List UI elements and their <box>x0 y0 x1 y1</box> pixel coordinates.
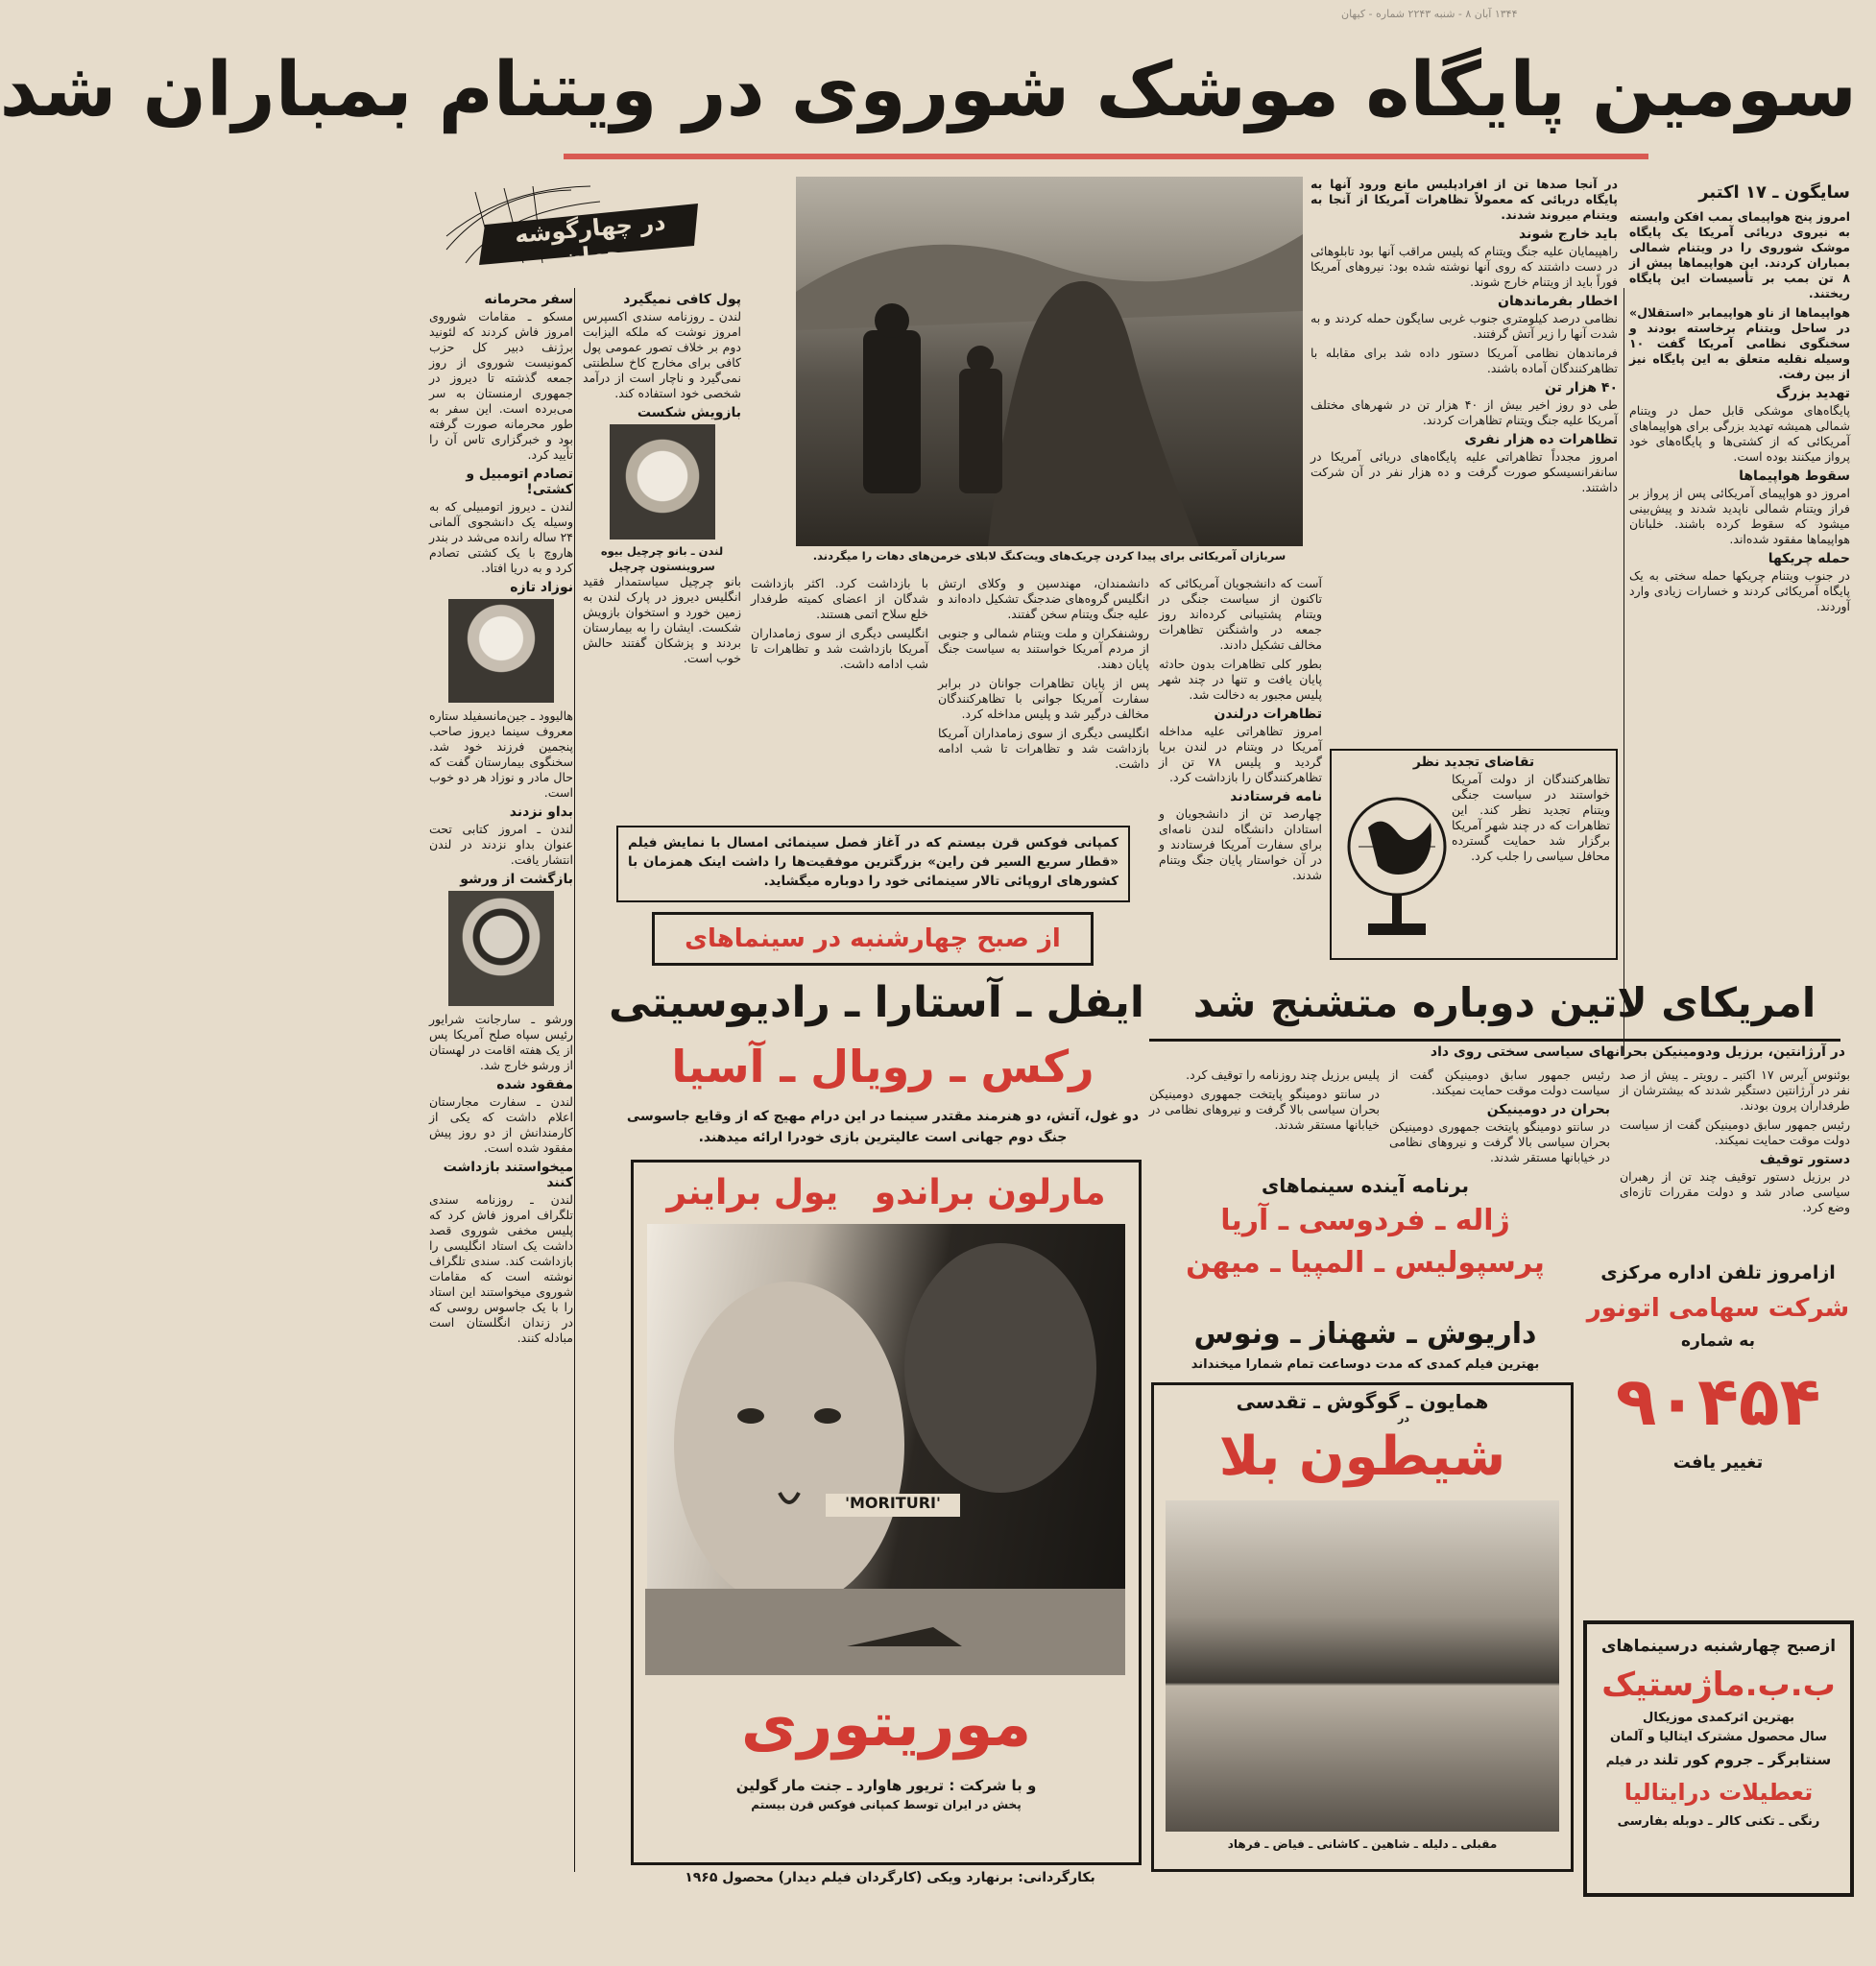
globe-icon <box>1339 779 1455 952</box>
info-box-body: تظاهرکنندگان از دولت آمریکا خواستند در سیاست جنگی ویتنام تجدید نظر کند. این تظاهرات که در چند شهر آمریکا برگزار شد حمایت گسترده محافل سیاسی را جلب کرد. <box>1452 772 1610 863</box>
item-text: لندن ـ روزنامه سندی تلگراف امروز فاش کرد که پلیس مخفی شوروی قصد داشت یک استاد انگلیسی را بازداشت کند. سندی تلگراف نوشته است که مقامات شوروی میخواستند این استاد را با یک جاسوس روسی که در زندان انگلستان است مبادله کنند. <box>429 1192 573 1345</box>
churchill-photo <box>610 424 715 539</box>
morituri-poster <box>631 1160 1142 1865</box>
foreground-note <box>751 576 928 797</box>
cinema-line-1: ایفل ـ آستارا ـ رادیوسیتی <box>609 978 1144 1027</box>
item-title: تصادم اتومبیل و کشتی! <box>466 467 573 497</box>
war-photo <box>796 177 1303 546</box>
upcoming-line-3: داریوش ـ شهناز ـ ونوس <box>1193 1317 1537 1351</box>
item-text: لندن ـ سفارت مجارستان اعلام داشت که یکی از کارمندانش از دو روز پیش مفقود شده است. <box>429 1094 573 1155</box>
story-text: رئیس جمهور سابق دومینیکن گفت از سیاست دولت موقت حمایت نمیکند. <box>1389 1067 1610 1097</box>
story-text: در آنجا صدها تن از افرادپلیس مانع ورود آنها به پایگاه دریائی که معمولاً تظاهرات آمریکا از آنجا به ویتنام میروند شدند. <box>1311 177 1618 222</box>
war-photo-caption: سربازان آمریکائی برای پیدا کردن چریک‌های ویت‌کنگ لابلای خرمن‌های دهات را میگردند. <box>812 549 1287 563</box>
morituri-credits: بکارگردانی: برنهارد ویکی (کارگردان فیلم دیدار) محصول ۱۹۶۵ <box>685 1870 1095 1885</box>
story-text: امروز پنج هواپیمای بمب افکن وابسته به نیروی دریائی آمریکا یک پایگاه موشک شوروی را در ویتنام شمالی بمباران کردند. این هواپیماها پیش از ۸ تن بمب بر تأسیسات این پایگاه ریختند. <box>1629 209 1850 300</box>
shaytoon-stills <box>1166 1500 1559 1832</box>
phone-l2: شرکت سهامی اتونور <box>1586 1294 1850 1323</box>
morituri-stars: مارلون براندو یول براینر <box>666 1173 1106 1212</box>
item-title: بازویش شکست <box>637 405 741 420</box>
story-text: پلیس برزیل چند روزنامه را توقیف کرد. <box>1186 1067 1380 1082</box>
item-text: لندن ـ دیروز اتومبیلی که به وسیله یک دانشجوی آلمانی ۲۴ ساله رانده می‌شد در بندر هاروچ با یک کشتی تصادم کرد و به دریا افتاد. <box>429 499 573 575</box>
story-subhead: تهدید بزرگ <box>1775 386 1850 401</box>
morituri-title: موریتوری <box>740 1690 1032 1761</box>
headline-underline <box>564 154 1648 159</box>
main-story-mid <box>1311 177 1618 743</box>
info-box <box>1330 749 1618 960</box>
item-text: لندن ـ روزنامه سندی اکسپرس امروز نوشت که ملکه الیزابت دوم بر خلاف تصور عمومی پول کافی برای مخارج کاخ سلطنتی نمی‌گیرد و ناچار است از درآمد شخصی خود استفاده کند. <box>583 309 741 400</box>
story-text: در سانتو دومینگو پایتخت جمهوری دومینیکن بحران سیاسی بالا گرفت و نیروهای نظامی در خیابانها مستقر شدند. <box>1149 1087 1380 1132</box>
story-text: امروز دو هواپیمای آمریکائی پس از پرواز بر فراز ویتنام شمالی ناپدید شدند و پیش‌بینی میشود که سقوط کرده باشند. خلبانان هواپیماها مفقود شده‌اند. <box>1629 486 1850 546</box>
story-subhead: تظاهرات ده هزار نفری <box>1464 432 1618 447</box>
divider <box>574 288 575 1872</box>
morituri-faces <box>647 1224 1125 1675</box>
upcoming-line-1: ژاله ـ فردوسی ـ آریا <box>1220 1204 1510 1237</box>
shriver-photo <box>448 891 554 1006</box>
item-text: هالیوود ـ جین‌مانسفیلد ستاره معروف سینما دیروز صاحب پنجمین فرزند خود شد. سخنگوی بیمارستان گفت که حال مادر و نوزاد هر دو خوب است. <box>429 708 573 800</box>
majestic-l7: رنگی ـ تکنی کالر ـ دوبله بفارسی <box>1617 1814 1820 1829</box>
story-subhead: حمله چریکها <box>1768 551 1850 566</box>
story-subhead: نامه فرستادند <box>1230 789 1322 804</box>
shaytoon-title: شیطون بلا <box>1218 1426 1506 1488</box>
film-notice-text: کمپانی فوکس قرن بیستم که در آغاز فصل سینمائی امسال با نمایش فیلم «قطار سریع السیر فن راین» بزرگترین موفقیت‌ها را داشت اینک همزمان با کشورهای اروپائی تالار سینمائی خود را دوباره میگشاید. <box>628 835 1118 889</box>
majestic-l2: ب.ب.ماژستیک <box>1601 1666 1836 1704</box>
story-text: فرماندهان نظامی آمریکا دستور داده شد برای مقابله با تظاهرکنندگان آماده باشند. <box>1311 346 1618 375</box>
story-subhead: ۴۰ هزار تن <box>1545 380 1618 396</box>
latin-sub: در آرژانتین، برزیل ودومینیکن بحرانهای سیاسی سختی روی داد <box>1430 1044 1845 1060</box>
majestic-l5-row <box>1587 1747 1850 1773</box>
shaytoon-stars-top: همایون ـ گوگوش ـ تقدسی <box>1236 1390 1489 1413</box>
phone-l4: تغییر یافت <box>1672 1452 1764 1473</box>
info-box-title: تقاضای تجدید نظر <box>1412 755 1535 770</box>
story-subhead: بحران در دومینیکن <box>1486 1102 1610 1117</box>
item-title: پول کافی نمیگیرد <box>623 292 741 307</box>
world-left-column <box>429 288 573 1872</box>
story-mid2 <box>1159 576 1322 960</box>
story-subhead: اخطار بفرماندهان <box>1498 294 1618 309</box>
story-text: پایگاه‌های موشکی قابل حمل در ویتنام شمالی همیشه تهدید بزرگی برای هواپیماهای آمریکائی که از کشتی‌ها و پایگاه‌های خود پرواز میکنند بوده است. <box>1629 403 1850 464</box>
latin-col-left <box>1149 1067 1380 1173</box>
item-text: لندن ـ امروز کتابی تحت عنوان بداو نزدند در لندن انتشار یافت. <box>429 822 573 867</box>
film-notice-box <box>616 826 1130 902</box>
story-text: هواپیماها از ناو هواپیمابر «استقلال» در ساحل ویتنام برخاسته بودند و سخنگوی نظامی آمریکا گفت ۱۰ وسیله نقلیه متعلق به این پایگاه نیز از بین رفت. <box>1629 305 1850 381</box>
story-text: چهارصد تن از دانشجویان و استادان دانشگاه لندن نامه‌ای برای سفارت آمریکا فرستادند و در آن خواستار پایان جنگ ویتنام شدند. <box>1159 806 1322 882</box>
masthead-strip: ۱۳۴۴ آبان ۸ - شنبه ۲۲۴۳ شماره - کیهان <box>1341 8 1518 20</box>
story-text: روشنفکران و ملت ویتنام شمالی و جنوبی از مردم آمریکا خواستند به سیاست جنگ پایان دهند. <box>938 626 1149 671</box>
cinema-desc: دو غول، آتش، دو هنرمند مقتدر سینما در این درام مهیج که از وقایع جاسوسی جنگ دوم جهانی است عالیترین بازی خودرا ارائه میدهند. <box>626 1109 1140 1145</box>
item-title: سفر محرمانه <box>484 292 573 307</box>
cinema-ribbon <box>652 912 1094 966</box>
story-text: بطور کلی تظاهرات بدون حادثه پایان یافت و تنها در چند شهر پلیس مجبور به دخالت شد. <box>1159 657 1322 702</box>
upcoming-cinemas <box>1149 1171 1581 1315</box>
item-title: مفقود شده <box>496 1077 573 1092</box>
latin-rule <box>1149 1039 1840 1042</box>
majestic-l4: سال محصول مشترک ایتالیا و آلمان <box>1610 1730 1827 1744</box>
item-text: ورشو ـ سارجانت شرایور رئیس سپاه صلح آمریکا پس از یک هفته اقامت در لهستان از ورشو خارج شد. <box>429 1012 573 1072</box>
cinema-line-2: رکس ـ رویال ـ آسیا <box>671 1041 1094 1092</box>
morituri-cast: و با شرکت : تریور هاوارد ـ جنت مار گولین <box>735 1777 1037 1794</box>
column-logo <box>437 182 706 272</box>
majestic-l6: تعطیلات درایتالیا <box>1623 1779 1814 1806</box>
divider <box>1623 288 1624 1056</box>
item-text: مسکو ـ مقامات شوروی امروز فاش کردند که لئونید برژنف دبیر کل حزب کمونیست شوروی از روز جمعه گذشته تا دیروز در جمهوری ارمنستان به سر می‌برده است. این سفر به طور محرمانه صورت گرفته بود و خبرگزاری تاس آن را تأیید کرد. <box>429 309 573 462</box>
soldiers-illustration <box>796 177 1303 546</box>
cinema-ribbon-text: از صبح چهارشنبه در سینماهای <box>685 924 1061 953</box>
majestic-l1: ازصبح چهارشنبه درسینماهای <box>1600 1637 1837 1656</box>
latin-headline: امریکای لاتین دوباره متشنج شد <box>1192 979 1816 1026</box>
story-text: در سانتو دومینگو پایتخت جمهوری دومینیکن بحران سیاسی بالا گرفت و نیروهای نظامی در خیابانها مستقر شدند. <box>1389 1119 1610 1164</box>
story-text: راهپیمایان علیه جنگ ویتنام که پلیس مراقب آنها بود تابلوهائی در دست داشتند که روی آنها نوشته شده بود: نیروهای آمریکا فوراً باید از ویتنام خارج شوند. <box>1311 244 1618 289</box>
item-text: بانو چرچیل سیاستمدار فقید انگلیس دیروز در پارک لندن به زمین خورد و استخوان بازویش شکست. ایشان را به بیمارستان بردند و پزشکان گفتند حالش خوب است. <box>583 574 741 665</box>
upcoming-header: برنامه آینده سینماهای <box>1262 1174 1469 1197</box>
phone-l1: ازامروز تلفن اداره مرکزی <box>1600 1262 1836 1283</box>
column-logo-text: در چهارگوشه جهان <box>513 208 667 272</box>
story-subhead: تظاهرات درلندن <box>1214 707 1322 722</box>
story-text: امروز تظاهراتی علیه مداخله آمریکا در ویتنام در لندن برپا گردید و پلیس ۷۸ تن از تظاهرکنندگان را بازداشت کرد. <box>1159 724 1322 784</box>
story-text: آست که دانشجویان آمریکائی که تاکنون از سیاست جنگی در ویتنام پشتیبانی کرده‌اند روز جمعه در واشنگتن تظاهرات مخالف تشکیل دادند. <box>1159 576 1322 652</box>
story-text: در جنوب ویتنام چریکها حمله سختی به یک پایگاه آمریکائی کردند و خسارات زیادی وارد آوردند. <box>1629 568 1850 613</box>
story-mid3 <box>938 576 1149 806</box>
item-title: نوزاد تازه <box>510 580 573 595</box>
item-title: میخواستند بازداشت کنند <box>443 1160 573 1190</box>
story-text: انگلیسی دیگری از سوی زمامداران آمریکا بازداشت شد و تظاهرات تا شب ادامه داشت. <box>938 726 1149 771</box>
upcoming-note: بهترین فیلم کمدی که مدت دوساعت تمام شمارا میخنداند <box>1191 1357 1540 1372</box>
shaytoon-small: در <box>1398 1412 1409 1425</box>
story-text: با بازداشت کرد. اکثر بازداشت شدگان از اعضای کمیته طرفدار خلع سلاح اتمی هستند. <box>751 576 928 621</box>
item-title: بازگشت از ورشو <box>460 872 573 887</box>
photo-caption: لندن ـ بانو چرچیل بیوه سروینستون چرچیل <box>600 544 724 573</box>
main-headline: سومین پایگاه موشک شوروی در ویتنام بمباران شد <box>0 47 1857 133</box>
story-subhead: دستور توقیف <box>1760 1152 1850 1167</box>
mansfield-photo <box>448 599 554 703</box>
phone-number: ۹۰۴۵۴ <box>1615 1362 1821 1441</box>
majestic-l5: سنتابرگر ـ جروم کور تلند <box>1652 1751 1832 1768</box>
item-title: بداو نزدند <box>509 804 573 820</box>
story-text: دانشمندان، مهندسین و وکلای ارتش انگلیس گروه‌های ضدجنگ تشکیل داده‌اند و علیه جنگ ویتنام سخن گفتند. <box>938 576 1149 621</box>
story-text: امروز مجدداً تظاهراتی علیه پایگاه‌های دریائی آمریکا در سانفرانسیسکو صورت گرفت و ده هزار نفر در آن شرکت داشتند. <box>1311 449 1618 494</box>
dateline: سایگون ـ ۱۷ اکتبر <box>1698 182 1850 203</box>
shaytoon-ad <box>1151 1382 1574 1872</box>
morituri-dist: پخش در ایران توسط کمپانی فوکس قرن بیستم <box>751 1798 1022 1811</box>
story-subhead: باید خارج شوند <box>1519 227 1618 242</box>
story-subhead: سقوط هواپیماها <box>1739 468 1850 484</box>
story-text: نظامی درصد کیلومتری جنوب غربی سایگون حمله کردند و به شدت آنها را زیر آتش گرفتند. <box>1311 311 1618 341</box>
upcoming-line-2: پرسپولیس ـ المپیا ـ میهن <box>1186 1246 1545 1280</box>
morituri-english: 'MORITURI' <box>826 1494 960 1517</box>
story-text: رئیس جمهور سابق دومینیکن گفت از سیاست دولت موقت حمایت نمیکند. <box>1620 1117 1850 1147</box>
faces-illustration <box>645 1224 1125 1675</box>
phone-notice <box>1586 1258 1850 1546</box>
majestic-l5b: در فیلم <box>1605 1754 1649 1767</box>
shaytoon-cast: مقبلی ـ دلیله ـ شاهین ـ کاشانی ـ فیاض ـ فرهاد <box>1227 1837 1498 1851</box>
story-text: انگلیسی دیگری از سوی زمامداران آمریکا بازداشت شد و تظاهرات تا شب ادامه داشت. <box>751 626 928 671</box>
story-text: بوئنوس آیرس ۱۷ اکتبر ـ رویتر ـ پیش از صد نفر در آرژانتین دستگیر شدند که بیشترشان از طرفداران پرون بودند. <box>1620 1067 1850 1113</box>
majestic-l3: بهترین اثرکمدی موزیکال <box>1643 1711 1794 1725</box>
main-story-right <box>1629 209 1850 1102</box>
world-right-column <box>583 288 741 787</box>
phone-l3: به شماره <box>1681 1331 1755 1351</box>
story-text: در برزیل دستور توقیف چند تن از رهبران سیاسی صادر شد و دولت مقررات تازه‌ای وضع کرد. <box>1620 1169 1850 1214</box>
story-text: طی دو روز اخیر بیش از ۴۰ هزار تن در شهرهای مختلف آمریکا علیه جنگ ویتنام تظاهرات کردند. <box>1311 397 1618 427</box>
majestic-ad <box>1583 1620 1854 1897</box>
story-text: پس از پایان تظاهرات جوانان در برابر سفارت آمریکا جوانی با تظاهرکنندگان مخالف درگیر شد و پلیس مداخله کرد. <box>938 676 1149 721</box>
